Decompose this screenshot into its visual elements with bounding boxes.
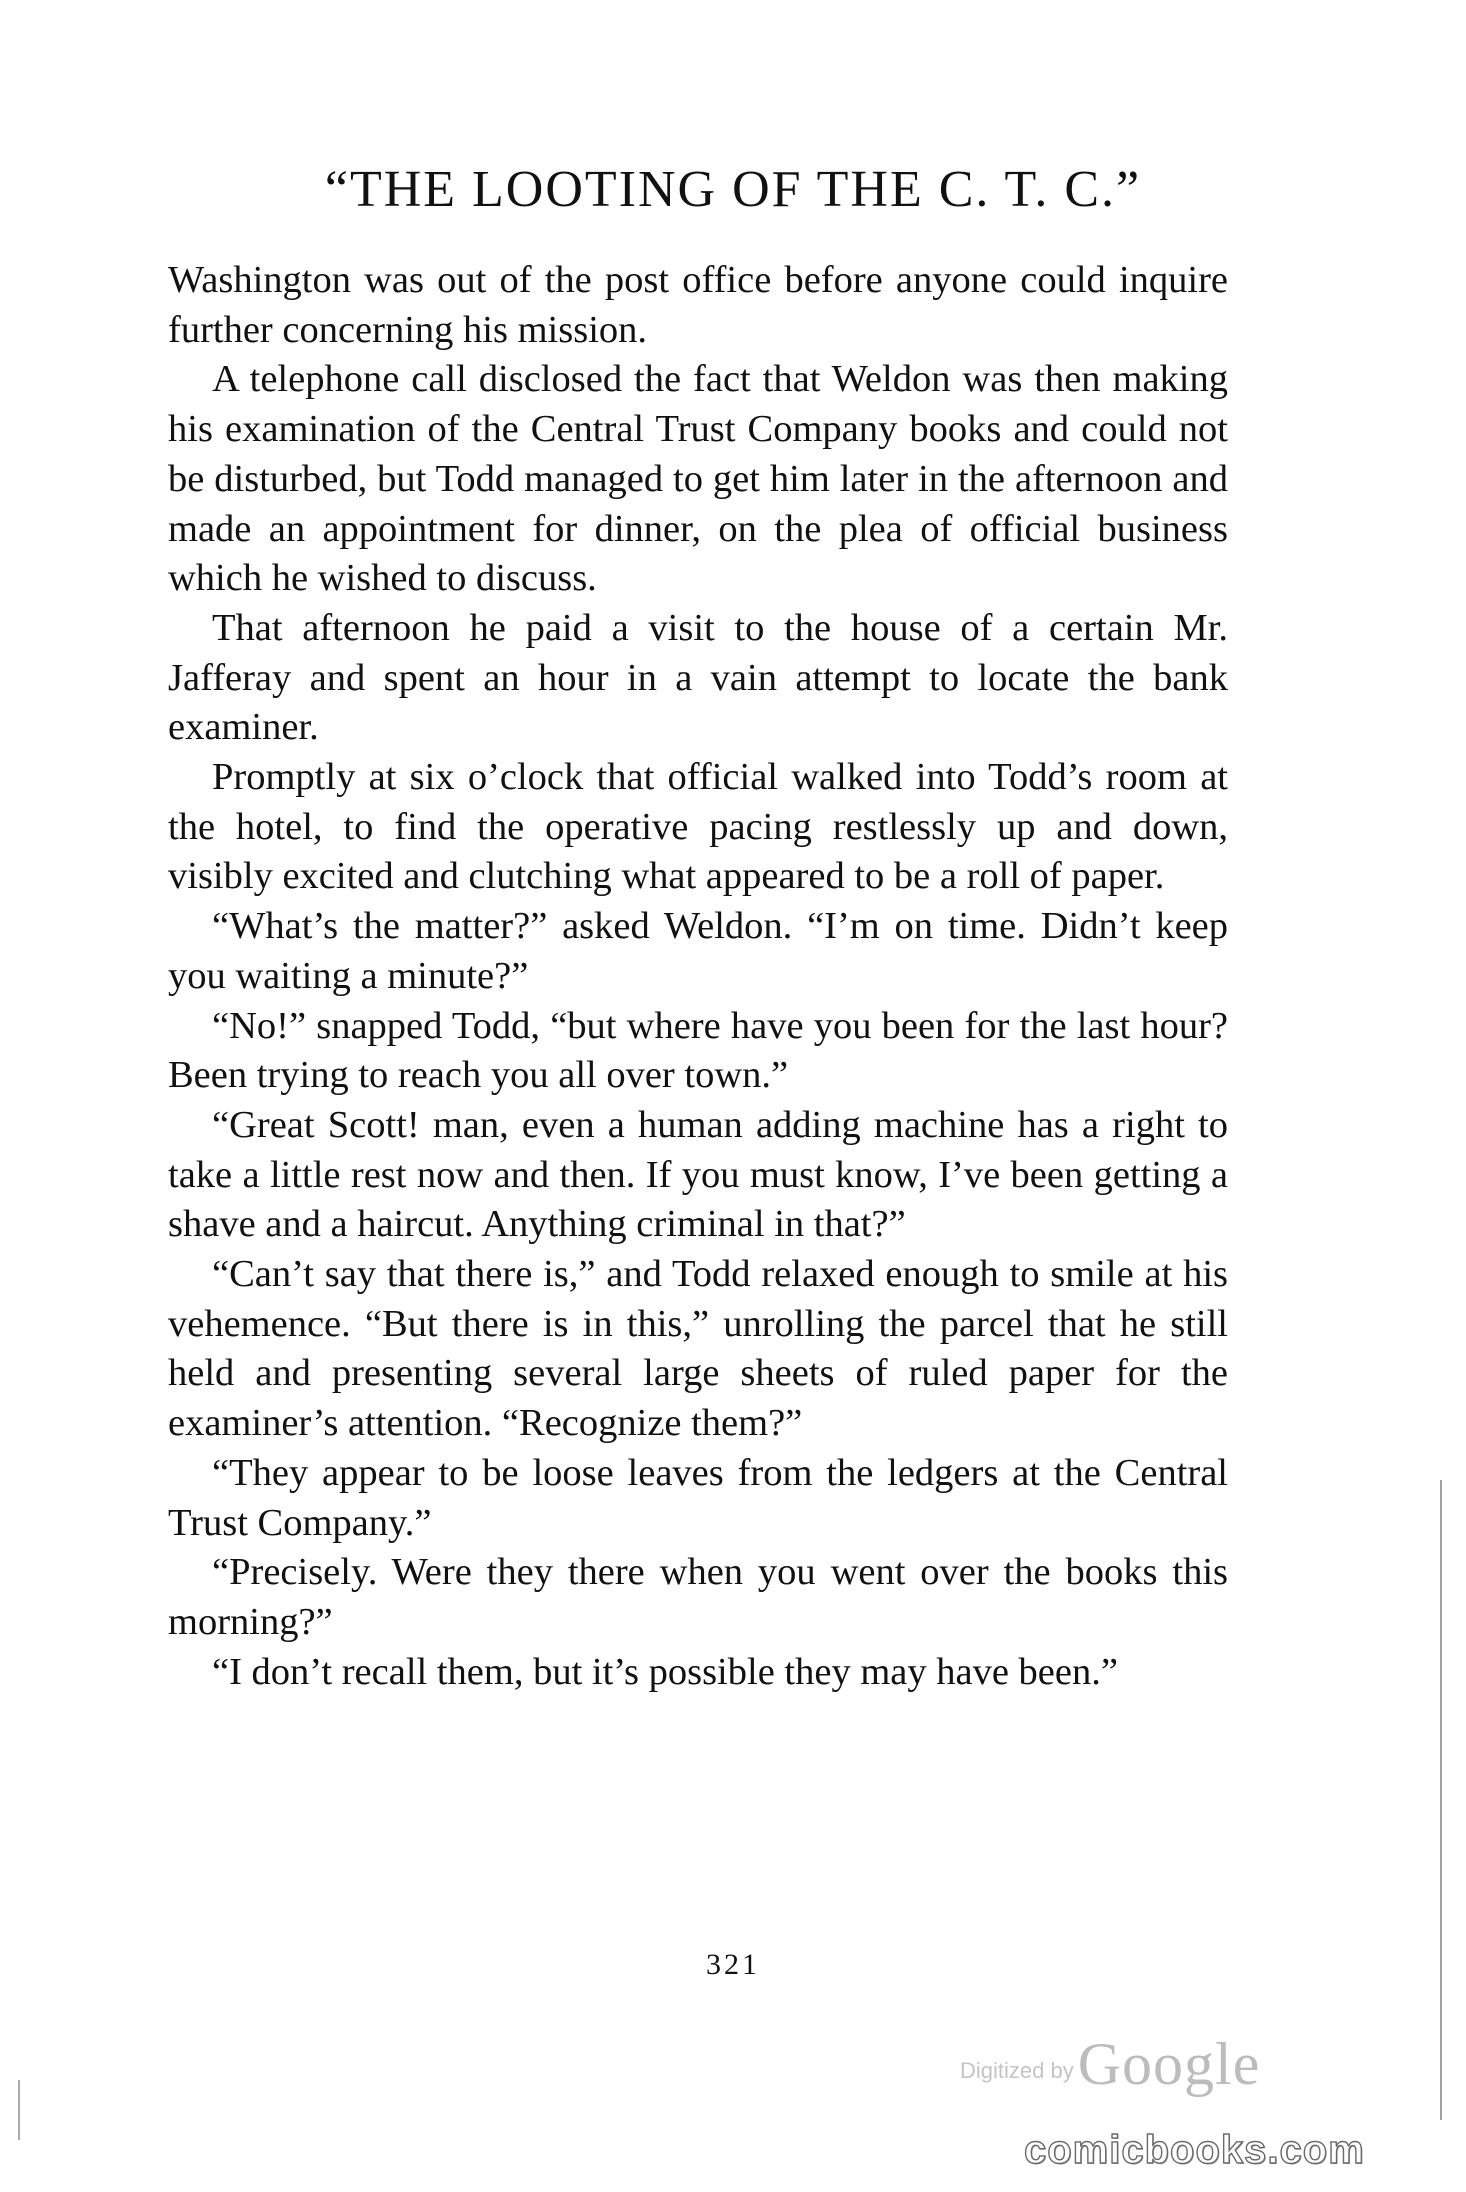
body-text <box>168 256 1228 1697</box>
running-head: “THE LOOTING OF THE C. T. C.” <box>324 161 1142 218</box>
paragraph: Promptly at six o’clock that official walked into Todd’s room at the hotel, to find the operative pacing restlessly up and down, visibly excited and clutching what appeared to be a roll of paper. <box>168 756 1228 898</box>
paragraph: “Can’t say that there is,” and Todd relaxed enough to smile at his vehemence. “But there is in this,” unrolling the parcel that he still held and presenting several large sheets of ruled paper for the examiner’s attention. “Recognize them?” <box>168 1253 1228 1445</box>
paragraph: “No!” snapped Todd, “but where have you been for the last hour? Been trying to reach you all over town.” <box>168 1004 1228 1097</box>
paragraph: “Great Scott! man, even a human adding machine has a right to take a little rest now and then. If you must know, I’ve been getting a shave and a haircut. Anything criminal in that?” <box>168 1103 1228 1246</box>
paragraph: That afternoon he paid a visit to the house of a certain Mr. Jafferay and spent an hour in a vain attempt to locate the bank examiner. <box>168 606 1228 749</box>
paragraph: A telephone call disclosed the fact that Weldon was then making his examination of the Central Trust Company books and could not be disturbed, but Todd managed to get him later in the afternoon and made an appointment for dinner, on the plea of official business which he wished to discuss. <box>168 358 1228 600</box>
paragraph: “They appear to be loose leaves from the ledgers at the Central Trust Company.” <box>168 1451 1228 1544</box>
paragraph: “I don’t recall them, but it’s possible they may have been.” <box>212 1650 1118 1693</box>
digitized-by-google-mark <box>960 2030 1280 2100</box>
page-number: 321 <box>706 1948 760 1981</box>
google-logo: Google <box>1077 2031 1261 2097</box>
digitized-prefix: Digitized by <box>960 2058 1074 2083</box>
page-edge-line-left <box>18 2080 20 2140</box>
paragraph: Washington was out of the post office before anyone could inquire further concerning his mission. <box>168 259 1228 351</box>
paragraph: “What’s the matter?” asked Weldon. “I’m on time. Didn’t keep you waiting a minute?” <box>168 905 1228 997</box>
comicbooks-watermark: comicbooks.com <box>1024 2128 1365 2172</box>
paragraph: “Precisely. Were they there when you went over the books this morning?” <box>168 1551 1228 1643</box>
page-edge-line <box>1440 1480 1442 2120</box>
